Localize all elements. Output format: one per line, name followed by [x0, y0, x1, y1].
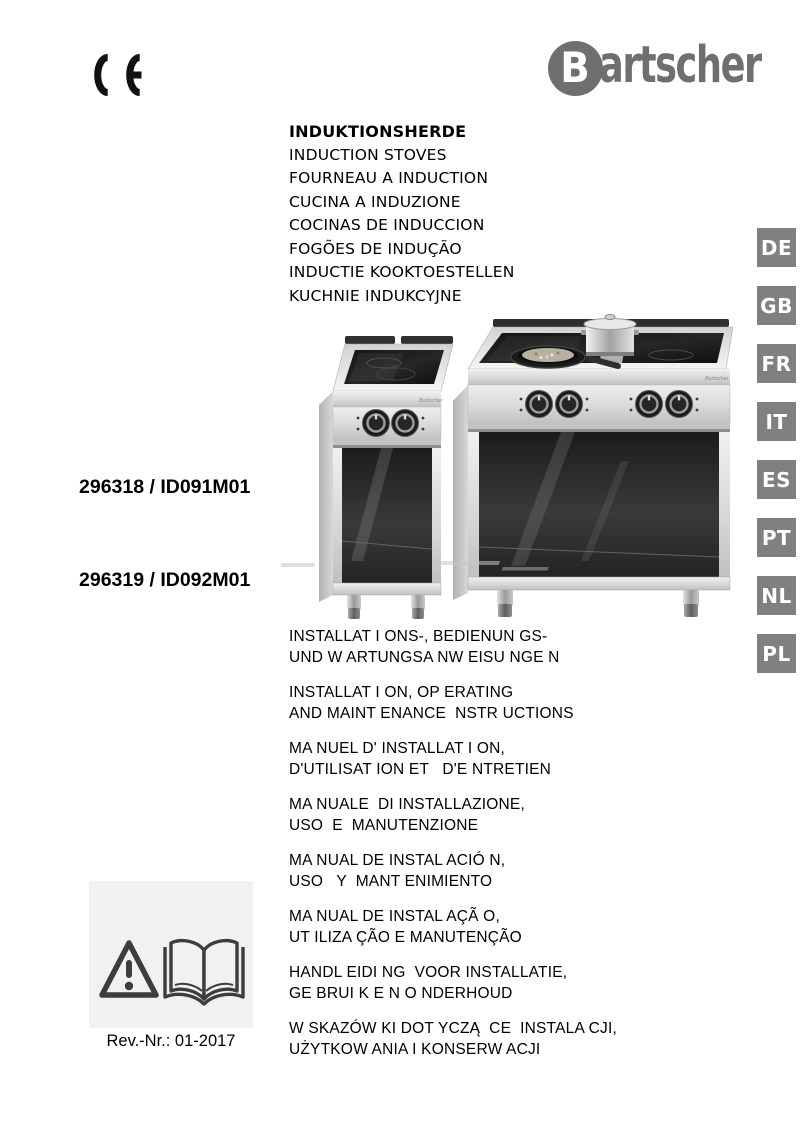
title-it: CUCINA A INDUZIONE	[289, 192, 461, 211]
instruction-de: INSTALLAT I ONS-, BEDIENUN GS- UND W ARTUNGSA NW EISU NGE N	[289, 628, 560, 666]
instruction-en: INSTALLAT I ON, OP ERATING AND MAINT ENANCE NSTR UCTIONS	[289, 684, 574, 722]
instruction-titles	[289, 627, 617, 1075]
open-book-icon	[161, 931, 247, 1009]
instruction-nl: HANDL EIDI NG VOOR INSTALLATIE, GE BRUI K E N O NDERHOUD	[289, 964, 568, 1002]
model-numbers	[79, 410, 250, 658]
title-en: INDUCTION STOVES	[289, 145, 447, 164]
stove-small	[281, 336, 453, 619]
brand-wordmark: artscher	[599, 35, 761, 95]
language-tab-es: ES	[757, 460, 796, 499]
warning-triangle-icon	[97, 937, 161, 1005]
brand-logo	[548, 35, 802, 96]
language-tab-column	[757, 228, 796, 673]
stove-foot	[497, 590, 699, 617]
appliance-brand-mark: Bartscher	[705, 376, 729, 382]
language-tab-de: DE	[757, 228, 796, 267]
read-manual-icon-box	[89, 881, 253, 1028]
model-number-2: 296319 / ID092M01	[79, 569, 251, 591]
instruction-it: MA NUALE DI INSTALLAZIONE, USO E MANUTENZIONE	[289, 796, 525, 834]
instruction-fr: MA NUEL D' INSTALLAT I ON, D'UTILISAT ION ET D'E NTRETIEN	[289, 740, 552, 778]
title-pl: KUCHNIE INDUKCYJNE	[289, 286, 462, 305]
stove-large	[439, 314, 733, 617]
appliance-brand-mark: Bartscher	[419, 398, 443, 404]
title-fr: FOURNEAU A INDUCTION	[289, 169, 489, 187]
language-tab-fr: FR	[757, 344, 796, 383]
revision-number: Rev.-Nr.: 01-2017	[106, 1032, 236, 1050]
language-tab-it: IT	[757, 402, 796, 441]
instruction-pt: MA NUAL DE INSTAL AÇÃ O, UT ILIZA ÇÃO E MANUTENÇÃO	[289, 908, 522, 946]
model-number-1: 296318 / ID091M01	[79, 476, 251, 498]
stove-foot	[347, 595, 425, 619]
language-tab-nl: NL	[757, 576, 796, 615]
language-tab-pl: PL	[757, 634, 796, 673]
ce-mark-icon	[84, 50, 148, 100]
cooking-pot	[581, 314, 639, 356]
title-es: COCINAS DE INDUCCION	[289, 216, 485, 234]
instruction-es: MA NUAL DE INSTAL ACIÓ N, USO Y MANT ENIMIENTO	[289, 852, 506, 890]
title-nl: INDUCTIE KOOKTOESTELLEN	[289, 263, 515, 281]
product-titles	[289, 120, 515, 308]
product-photo-induction-stoves	[281, 311, 746, 621]
instruction-pl: W SKAZÓW KI DOT YCZĄ CE INSTALA CJI, UŻYTKOW ANIA I KONSERW ACJI	[289, 1020, 617, 1058]
language-tab-gb: GB	[757, 286, 796, 325]
title-pt: FOGÕES DE INDUÇÃO	[289, 239, 462, 258]
brand-initial: B	[560, 43, 591, 92]
brand-logo-circle	[548, 41, 603, 96]
title-de: INDUKTIONSHERDE	[289, 122, 467, 141]
language-tab-pt: PT	[757, 518, 796, 557]
